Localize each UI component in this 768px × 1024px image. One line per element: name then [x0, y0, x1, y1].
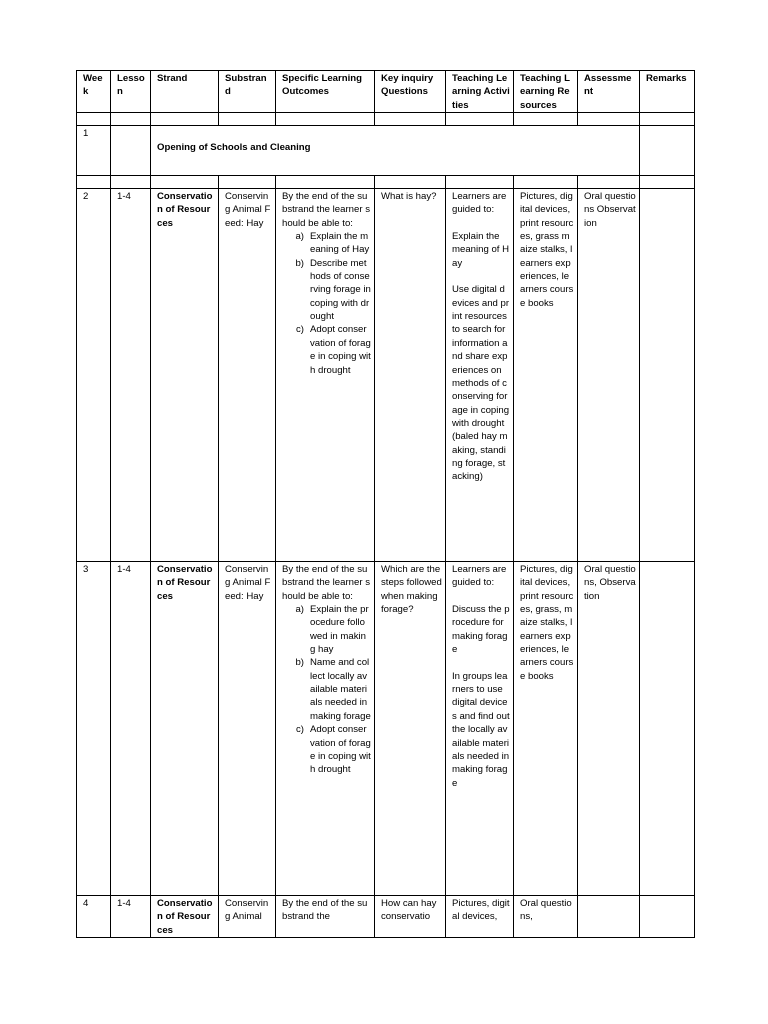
- learning-outcomes-cell: By the end of the substrand the: [276, 896, 375, 938]
- strand-cell: Conservation of Resources: [151, 562, 219, 896]
- opening-text: Opening of Schools and Cleaning: [157, 142, 311, 154]
- substrand-cell: Conserving Animal Feed: Hay: [219, 562, 276, 896]
- list-item: b) Describe methods of conserving forage in coping with drought: [295, 257, 371, 323]
- opening-row: [77, 126, 695, 176]
- header-inquiry-questions: Key inquiry Questions: [375, 71, 446, 113]
- table-row: [77, 562, 695, 896]
- resources-cell: Oral questions,: [514, 896, 578, 938]
- remarks-cell: [640, 562, 695, 896]
- outcomes-intro: By the end of the substrand the learner should be able to:: [282, 191, 370, 229]
- week-cell: 4: [77, 896, 111, 938]
- assessment-cell: Oral questions Observation: [578, 189, 640, 562]
- spacer-row: [77, 113, 695, 126]
- substrand-cell: Conserving Animal: [219, 896, 276, 938]
- strand-cell: Conservation of Resources: [151, 896, 219, 938]
- list-item: c) Adopt conservation of forage in coping with drought: [296, 324, 371, 376]
- learning-outcomes-cell: [276, 189, 375, 562]
- remarks-cell: [640, 896, 695, 938]
- table-row: [77, 189, 695, 562]
- activities-cell: Pictures, digital devices,: [446, 896, 514, 938]
- opening-cell: [151, 126, 640, 176]
- substrand-cell: Conserving Animal Feed: Hay: [219, 189, 276, 562]
- strand-cell: Conservation of Resources: [151, 189, 219, 562]
- list-item: c) Adopt conservation of forage in coping with drought: [296, 724, 371, 776]
- lesson-cell: 1-4: [111, 562, 151, 896]
- header-assessment: Assessment: [578, 71, 640, 113]
- outcomes-list: [282, 603, 371, 776]
- inquiry-question-cell: How can hay conservatio: [375, 896, 446, 938]
- header-strand: Strand: [151, 71, 219, 113]
- inquiry-question-cell: Which are the steps followed when making forage?: [375, 562, 446, 896]
- list-item: a) Explain the meaning of Hay: [295, 231, 370, 256]
- remarks-cell: [640, 189, 695, 562]
- spacer-row: [77, 176, 695, 189]
- header-learning-outcomes: Specific Learning Outcomes: [276, 71, 375, 113]
- assessment-cell: [578, 896, 640, 938]
- table-row: [77, 896, 695, 938]
- week-cell: 3: [77, 562, 111, 896]
- activities-cell: Learners are guided to: Explain the meaning of Hay Use digital devices and print resources to search for information and share experiences on methods of conserving forage in coping with drought (baled hay making, standing forage, stacking): [446, 189, 514, 562]
- week-cell: 2: [77, 189, 111, 562]
- list-item: b) Name and collect locally available materials needed in making forage: [295, 657, 371, 722]
- learning-outcomes-cell: [276, 562, 375, 896]
- list-item: a) Explain the procedure followed in making hay: [295, 604, 369, 656]
- activities-cell: Learners are guided to: Discuss the procedure for making forage In groups learners to use digital devices and find out the locally available materials needed in making forage: [446, 562, 514, 896]
- lesson-cell: 1-4: [111, 189, 151, 562]
- outcomes-list: [282, 230, 371, 377]
- scheme-of-work-table: [76, 70, 695, 938]
- header-row: [77, 71, 695, 113]
- inquiry-question-cell: What is hay?: [375, 189, 446, 562]
- lesson-cell: 1-4: [111, 896, 151, 938]
- resources-cell: Pictures, digital devices, print resources, grass, maize stalks, learners experiences, learners course books: [514, 562, 578, 896]
- outcomes-intro: By the end of the substrand the learner should be able to:: [282, 564, 370, 602]
- resources-cell: Pictures, digital devices, print resources, grass maize stalks, learners experiences, learners course books: [514, 189, 578, 562]
- header-learning-resources: Teaching Learning Resources: [514, 71, 578, 113]
- header-lesson: Lesson: [111, 71, 151, 113]
- header-substrand: Substrand: [219, 71, 276, 113]
- header-remarks: Remarks: [640, 71, 695, 113]
- opening-week: 1: [77, 126, 111, 176]
- header-week: Week: [77, 71, 111, 113]
- assessment-cell: Oral questions, Observation: [578, 562, 640, 896]
- header-learning-activities: Teaching Learning Activities: [446, 71, 514, 113]
